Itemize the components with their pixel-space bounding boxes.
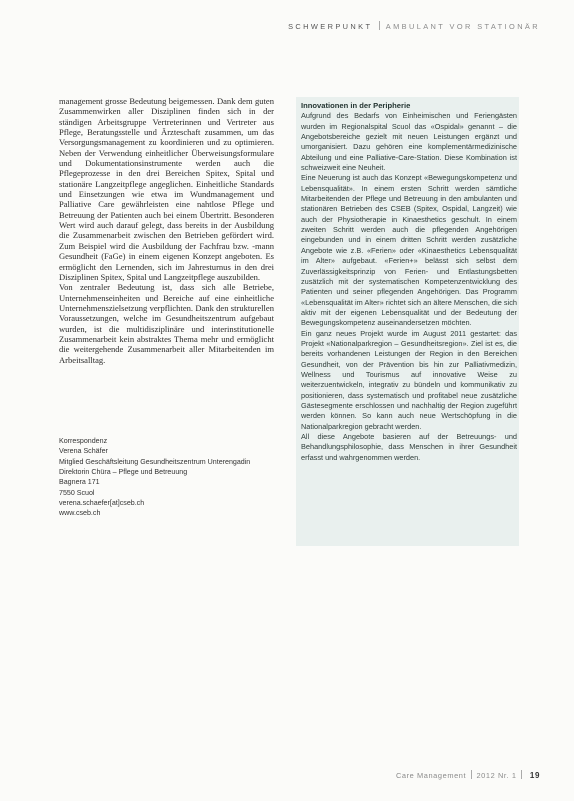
correspondence-block (59, 436, 284, 519)
address-line: 7550 Scuol (59, 488, 95, 497)
page-footer (396, 770, 540, 780)
issue-label: 2012 Nr. 1 (476, 771, 517, 780)
email-link[interactable]: verena.schaefer[at]cseb.ch (59, 499, 145, 508)
website-link[interactable]: www.cseb.ch (59, 509, 101, 518)
article-body (59, 96, 274, 365)
sidebar-box (296, 97, 519, 546)
header-divider (379, 21, 380, 30)
topic-label: AMBULANT VOR STATIONÄR (385, 22, 540, 31)
sidebar-paragraph: Eine Neuerung ist auch das Konzept «Bewegungskompetenz und Lebensqualität». In einem ersten Schritt werden sämtliche Mitarbeitenden der Pflege und Betreuung in den ambulanten und stationären Betrieben des CSEB (Spitex, Ospidal, Langzeit) wie auch der Physiotherapie in Kinaesthetics geschult. In einem zweiten Schritt werden auch die pflegenden Angehörigen eingebunden und in einem dritten Schritt werden zusätzliche Angebote wie z.B. «Ferien» oder «Kinaesthetics Lebensqualität im Alter» aufgebaut. «Ferien+» belässt sich selbst dem Zuverlässigkeitsprinzip von Ferien- und Entlastungsbetten zusätzlich mit der systematischen Kompetenzentwicklung des Patienten und seiner pflegenden Angehörigen. Das Programm «Lebensqualität im Alter» richtet sich an ältere Menschen, die sich aktiv mit der eigenen Lebensqualität und der Bedeutung der Bewegungskompetenz auseinandersetzen möchten. (301, 173, 517, 328)
running-head (288, 21, 540, 31)
author-role: Direktorin Chüra – Pflege und Betreuung (59, 468, 188, 477)
section-label: SCHWERPUNKT (288, 22, 373, 31)
journal-name: Care Management (395, 771, 467, 780)
footer-divider (471, 770, 472, 779)
address-line: Bagnera 171 (59, 478, 100, 487)
page-number: 19 (529, 771, 540, 780)
sidebar-paragraph: Aufgrund des Bedarfs von Einheimischen und Feriengästen wurden im Regionalspital Scuol das «Ospidal» genannt – die Angebotsbereiche gezielt mit neuen Leistungen ergänzt und umorganisiert. Dazu gehören eine komplementärmedizinische Abteilung und eine Palliative-Care-Station. Diese Kombination ist schweizweit eine Neuheit. (301, 111, 517, 173)
sidebar-paragraph: Ein ganz neues Projekt wurde im August 2011 gestartet: das Projekt «Nationalparkregion – Gesundheitsregion». Ziel ist es, die bereits vorhandenen Leistungen der Region in den Bereichen Gesundheit, von der Prävention bis hin zur Palliativmedizin, Wellness und Tourismus auf innovative Weise zu weiterzuentwickeln, integrativ zu bündeln und kommunikativ zu positionieren, dass systematisch und profitabel neue zusätzliche Gästesegmente erschlossen und nachhaltig der Region zugeführt werden können. So kann auch neue Wertschöpfung in die Nationalparkregion gebracht werden. (301, 328, 517, 431)
footer-divider (521, 770, 522, 779)
author-role: Mitglied Geschäftsleitung Gesundheitszentrum Unterengadin (59, 457, 251, 466)
correspondence-heading: Korrespondenz (59, 437, 108, 445)
body-paragraph: Von zentraler Bedeutung ist, dass sich alle Betriebe, Unternehmenseinheiten und Bereiche auf eine einheitliche Unternehmenszielsetzung verpflichten. Dank den strukturellen Voraussetzungen, welche im Gesundheitszentrum aufgebaut wurden, ist die multidisziplinäre und interinstitutionelle Zusammenarbeit kein abstraktes Thema mehr und ermöglicht die weitergehende Zusammenarbeit aller Mitarbeitenden im Arbeitsalltag. (59, 282, 274, 365)
author-name: Verena Schäfer (59, 447, 108, 456)
body-paragraph: management grosse Bedeutung beigemessen. Dank dem guten Zusammenwirken aller Disziplinen finden sich in der ständigen Arbeitsgruppe Vertreterinnen und Vertreter aus Pflege, Beratungsstelle und Ärzteschaft zusammen, um das Versorgungsmanagement zu koordinieren und zu optimieren. Neben der Verwendung einheitlicher Überweisungsformulare und Dokumentationsinstrumente werden auch die Pflegeprozesse in den drei Bereichen Spitex, Spital und stationäre Langzeitpflege angeglichen. Einheitliche Standards und Einsetzungen wie etwa im Wundmanagement und Palliative Care gewährleisten eine nahtlose Pflege und Betreuung der Patienten auch bei einem Übertritt. Besonderen Wert wird auch darauf gelegt, dass bereits in der Ausbildung die Zusammenarbeit zwischen den Betrieben gefördert wird. Zum Beispiel wird die Ausbildung der Fachfrau bzw. -mann Gesundheit (FaGe) in einem eigenen Konzept angeboten. Es ermöglicht den Lernenden, sich im Jahresturnus in den drei Disziplinen Spitex, Spital und Langzeitpflege auszubilden. (59, 96, 274, 282)
sidebar-heading: Innovationen in der Peripherie (301, 101, 411, 110)
sidebar-paragraph: All diese Angebote basieren auf der Betreuungs- und Behandlungsphilosophie, dass Menschen in ihrer Gesundheit erfasst und wahrgenommen werden. (301, 432, 517, 462)
